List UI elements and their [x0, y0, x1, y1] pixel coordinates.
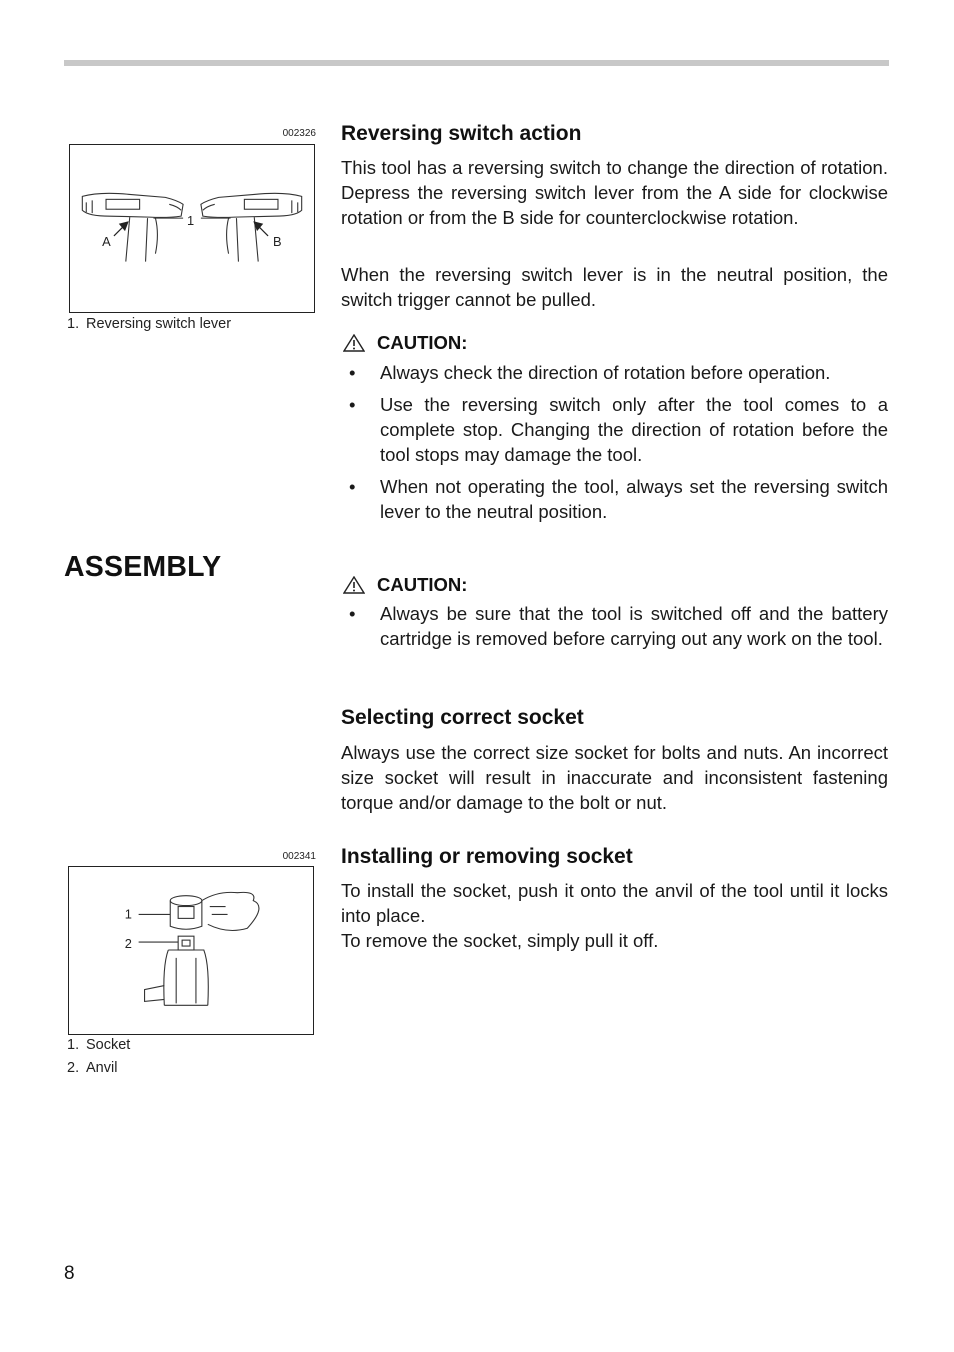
warning-icon — [343, 334, 365, 352]
caution-label: CAUTION: — [377, 574, 468, 595]
list-item — [341, 392, 888, 467]
installing-paragraph-2: To remove the socket, simply pull it off. — [341, 930, 659, 951]
section-title-selecting: Selecting correct socket — [341, 706, 584, 729]
bullet-text: Always be sure that the tool is switched off and the battery cartridge is removed before carrying out any work on the tool. — [380, 603, 888, 649]
caution-label: CAUTION: — [377, 332, 468, 353]
figure2-caption — [67, 1034, 130, 1080]
page-number: 8 — [64, 1263, 75, 1284]
label-a: A — [102, 233, 111, 249]
label-2: 2 — [124, 936, 132, 952]
bullet-icon: • — [349, 603, 356, 624]
caption-text: Socket — [86, 1037, 131, 1053]
bullet-icon: • — [349, 362, 356, 383]
caption-line — [67, 1034, 130, 1057]
figure-code: 002341 — [282, 851, 316, 862]
assembly-heading: ASSEMBLY — [64, 551, 222, 583]
caption-text: Anvil — [86, 1060, 118, 1076]
bullet-text: When not operating the tool, always set the reversing switch lever to the neutral position. — [380, 476, 888, 522]
caption-line — [67, 1057, 130, 1080]
list-item — [341, 474, 888, 524]
section-title-installing: Installing or removing socket — [341, 845, 633, 868]
figure-code: 002326 — [282, 128, 316, 139]
caption-text: Reversing switch lever — [86, 316, 232, 332]
header-rule — [64, 60, 889, 66]
list-item — [341, 601, 888, 651]
list-item — [341, 360, 888, 385]
bullet-icon: • — [349, 394, 356, 415]
reversing-switch-illustration — [70, 145, 314, 312]
bullet-icon: • — [349, 476, 356, 497]
caution-bullet-list — [341, 360, 888, 531]
figure1-caption — [67, 313, 231, 336]
reversing-paragraph-2: When the reversing switch lever is in the neutral position, the switch trigger cannot be pulled. — [341, 264, 888, 310]
label-b: B — [273, 233, 282, 249]
reversing-paragraph-1: This tool has a reversing switch to change the direction of rotation. Depress the reversing switch lever from the A side for clockwise rotation or from the B side for counterclockwise rotation. — [341, 157, 888, 228]
selecting-paragraph: Always use the correct size socket for bolts and nuts. An incorrect size socket will result in inaccurate and inconsistent fastening torque and/or damage to the bolt or nut. — [341, 742, 888, 813]
socket-figure — [68, 866, 314, 1035]
reversing-switch-figure — [69, 144, 315, 313]
caution-heading — [343, 574, 467, 596]
bullet-text: Use the reversing switch only after the tool comes to a complete stop. Changing the direction of rotation before the tool stops may damage the tool. — [380, 394, 888, 465]
caption-number: 1. — [67, 1037, 80, 1053]
section-title-reversing: Reversing switch action — [341, 122, 582, 145]
installing-paragraph-1: To install the socket, push it onto the anvil of the tool until it locks into place. — [341, 880, 888, 926]
socket-illustration — [69, 867, 313, 1034]
assembly-bullet-list — [341, 601, 888, 658]
warning-icon — [343, 576, 365, 594]
bullet-text: Always check the direction of rotation before operation. — [380, 362, 831, 383]
label-1: 1 — [187, 213, 195, 229]
caution-heading — [343, 332, 467, 354]
caption-number: 1. — [67, 316, 80, 332]
caption-number: 2. — [67, 1060, 80, 1076]
label-1: 1 — [124, 906, 132, 922]
